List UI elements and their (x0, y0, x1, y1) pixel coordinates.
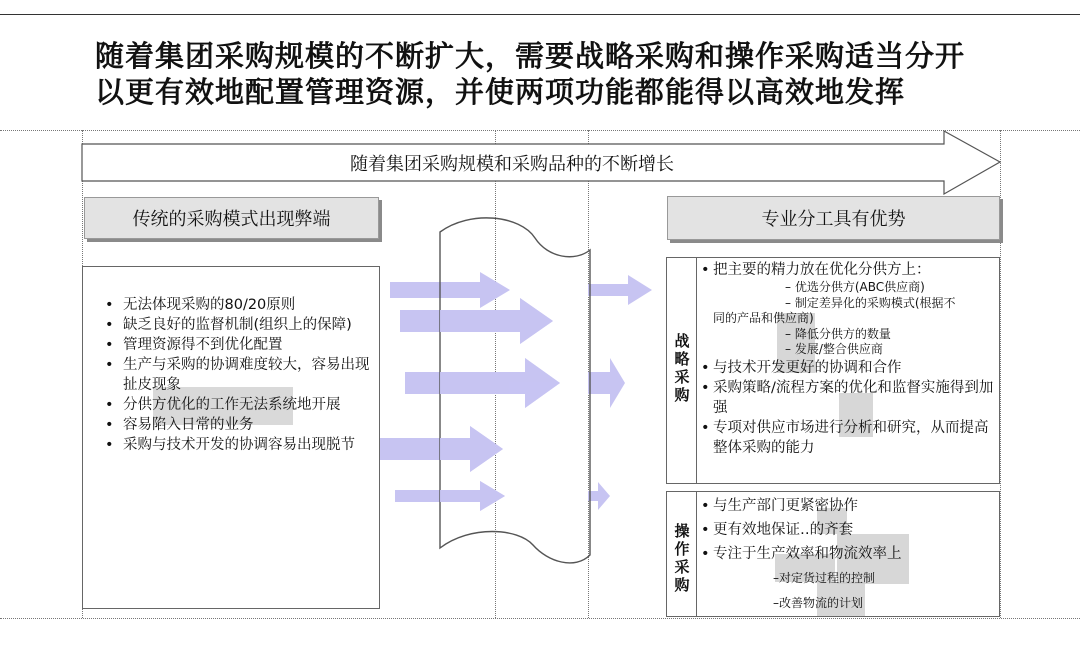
strategic-item-2: • 与技术开发更好的协调和合作 (701, 358, 997, 378)
title-line-2: 以更有效地配置管理资源，并使两项功能都能得以高效地发挥 (95, 75, 906, 109)
strategic-label: 战略采购 (674, 332, 690, 404)
strategic-sub-2b: 同的产品和供应商) (713, 311, 814, 325)
strategic-divider (696, 258, 697, 483)
wave-arrow-overlays (440, 298, 560, 511)
right-header: 专业分工具有优势 (667, 196, 1000, 240)
left-item-7: • 采购与技术开发的协调容易出现脱节 (101, 435, 373, 455)
flow-arrow-7 (588, 358, 625, 408)
flow-arrow-6 (588, 275, 652, 305)
operational-label: 操作采购 (674, 522, 690, 594)
left-item-5: • 分供方优化的工作无法系统地开展 (101, 395, 373, 415)
strategic-sub-1: – 优选分供方(ABC供应商) (785, 280, 925, 294)
left-item-4: • 生产与采购的协调难度较大，容易出现扯皮现象 (101, 355, 373, 395)
operational-item-1: • 与生产部门更紧密协作 (701, 494, 997, 518)
operational-panel (666, 491, 1000, 617)
strategic-sub-2a: – 制定差异化的采购模式(根据不 (785, 295, 956, 310)
left-item-1: • 无法体现采购的80/20原则 (101, 295, 373, 315)
strategic-item-3: • 采购策略/流程方案的优化和监督实施得到加强 (701, 378, 997, 418)
flow-arrow-8 (588, 482, 610, 510)
strategic-sub-4: – 发展/整合供应商 (785, 342, 883, 356)
left-panel (82, 266, 380, 609)
flow-arrow-1 (390, 272, 510, 308)
title-line-1: 随着集团采购规模的不断扩大，需要战略采购和操作采购适当分开 (95, 39, 966, 73)
strategic-item-1: • 把主要的精力放在优化分供方上： (701, 260, 997, 280)
banner-arrow-label: 随着集团采购规模和采购品种的不断增长 (350, 154, 674, 175)
operational-item-2: • 更有效地保证‥的齐套 (701, 518, 997, 542)
left-item-2: • 缺乏良好的监督机制(组织上的保障) (101, 315, 373, 335)
strategic-item-4: • 专项对供应市场进行分析和研究，从而提高整体采购的能力 (701, 418, 997, 458)
strategic-sub-3: – 降低分供方的数量 (785, 326, 891, 341)
operational-sub-2: –改善物流的计划 (773, 596, 864, 610)
operational-divider (696, 492, 697, 616)
operational-item-3: • 专注于生产效率和物流效率上 (701, 542, 997, 566)
left-item-6: • 容易陷入日常的业务 (101, 415, 373, 435)
strategic-panel (666, 257, 1000, 484)
left-item-3: • 管理资源得不到优化配置 (101, 335, 373, 355)
left-header: 传统的采购模式出现弊端 (84, 197, 379, 239)
operational-sub-1: –对定货过程的控制 (773, 571, 876, 585)
